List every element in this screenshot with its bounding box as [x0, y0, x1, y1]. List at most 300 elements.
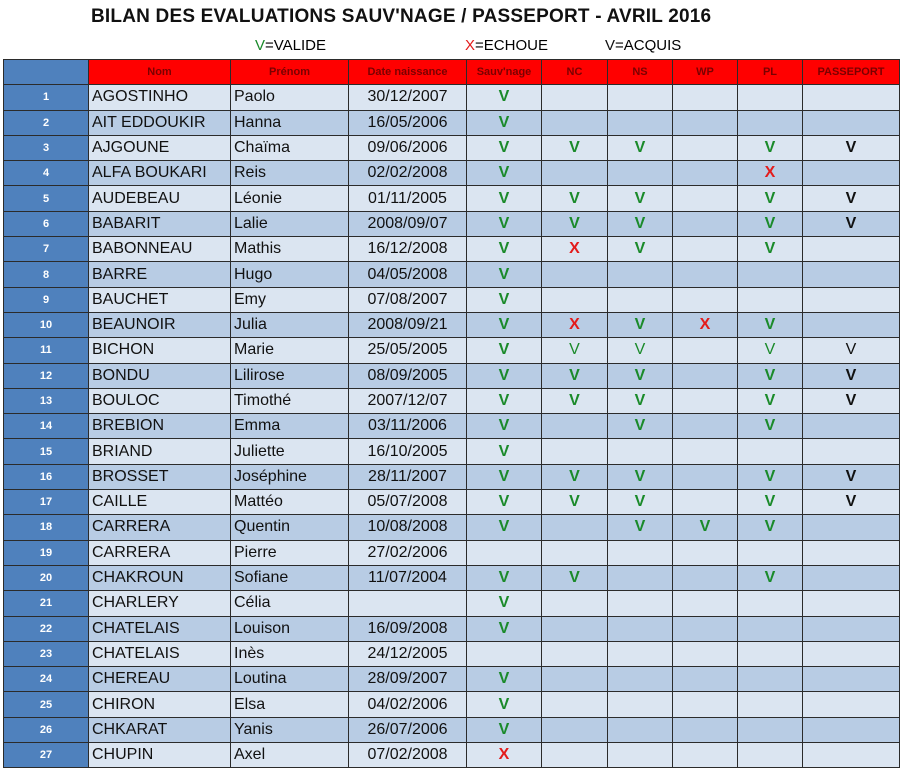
table-row: [4, 692, 900, 717]
cell-nom: AJGOUNE: [89, 135, 231, 160]
table-row: [4, 338, 900, 363]
cell-prenom: Inès: [231, 641, 349, 666]
cell-ns: [608, 591, 673, 616]
cell-date: 16/09/2008: [349, 616, 467, 641]
cell-ns: [608, 641, 673, 666]
cell-passeport: [803, 641, 900, 666]
cell-date: 01/11/2005: [349, 186, 467, 211]
row-index: 16: [4, 464, 89, 489]
cell-nc: [542, 743, 608, 768]
cell-nom: BAUCHET: [89, 287, 231, 312]
table-row: [4, 363, 900, 388]
row-index: 4: [4, 161, 89, 186]
cell-nc: X: [542, 312, 608, 337]
header-prenom: Prénom: [231, 60, 349, 85]
cell-sauvnage: [467, 641, 542, 666]
row-index: 17: [4, 490, 89, 515]
cell-date: 08/09/2005: [349, 363, 467, 388]
cell-pl: [738, 439, 803, 464]
cell-nc: V: [542, 565, 608, 590]
cell-wp: [673, 641, 738, 666]
cell-wp: [673, 161, 738, 186]
cell-passeport: [803, 743, 900, 768]
row-index: 27: [4, 743, 89, 768]
header-nc: NC: [542, 60, 608, 85]
cell-nc: V: [542, 363, 608, 388]
cell-nc: [542, 262, 608, 287]
cell-pl: V: [738, 186, 803, 211]
cell-wp: [673, 414, 738, 439]
cell-prenom: Paolo: [231, 85, 349, 110]
table-row: [4, 287, 900, 312]
cell-nc: [542, 161, 608, 186]
cell-pl: V: [738, 237, 803, 262]
cell-nc: [542, 439, 608, 464]
cell-wp: [673, 363, 738, 388]
cell-date: 24/12/2005: [349, 641, 467, 666]
cell-nc: [542, 85, 608, 110]
cell-prenom: Quentin: [231, 515, 349, 540]
cell-pl: V: [738, 414, 803, 439]
cell-sauvnage: V: [467, 692, 542, 717]
cell-ns: [608, 616, 673, 641]
cell-passeport: V: [803, 490, 900, 515]
table-row: [4, 591, 900, 616]
cell-passeport: V: [803, 388, 900, 413]
cell-sauvnage: V: [467, 515, 542, 540]
cell-date: 11/07/2004: [349, 565, 467, 590]
cell-ns: [608, 110, 673, 135]
cell-passeport: V: [803, 464, 900, 489]
cell-nc: [542, 515, 608, 540]
cell-wp: [673, 287, 738, 312]
cell-ns: [608, 161, 673, 186]
cell-date: 30/12/2007: [349, 85, 467, 110]
cell-prenom: Mattéo: [231, 490, 349, 515]
cell-passeport: [803, 591, 900, 616]
cell-pl: [738, 85, 803, 110]
cell-nom: BEAUNOIR: [89, 312, 231, 337]
table-body: [4, 85, 900, 768]
cell-sauvnage: V: [467, 591, 542, 616]
cell-pl: V: [738, 312, 803, 337]
row-index: 1: [4, 85, 89, 110]
cell-passeport: [803, 540, 900, 565]
cell-prenom: Sofiane: [231, 565, 349, 590]
cell-nom: CHATELAIS: [89, 616, 231, 641]
header-pl: PL: [738, 60, 803, 85]
cell-passeport: V: [803, 338, 900, 363]
cell-date: 2008/09/21: [349, 312, 467, 337]
cell-prenom: Pierre: [231, 540, 349, 565]
row-index: 24: [4, 667, 89, 692]
cell-ns: [608, 667, 673, 692]
cell-sauvnage: V: [467, 616, 542, 641]
cell-nom: CHKARAT: [89, 717, 231, 742]
cell-passeport: [803, 717, 900, 742]
cell-nc: V: [542, 135, 608, 160]
cell-sauvnage: V: [467, 490, 542, 515]
cell-sauvnage: V: [467, 161, 542, 186]
cell-ns: [608, 540, 673, 565]
cell-pl: [738, 287, 803, 312]
cell-passeport: V: [803, 363, 900, 388]
cell-sauvnage: V: [467, 237, 542, 262]
cell-nom: AIT EDDOUKIR: [89, 110, 231, 135]
cell-date: 04/02/2006: [349, 692, 467, 717]
cell-prenom: Léonie: [231, 186, 349, 211]
cell-pl: V: [738, 338, 803, 363]
cell-prenom: Célia: [231, 591, 349, 616]
header-row: [4, 60, 900, 85]
table-row: [4, 667, 900, 692]
cell-passeport: V: [803, 186, 900, 211]
cell-ns: V: [608, 490, 673, 515]
cell-nc: V: [542, 211, 608, 236]
cell-sauvnage: V: [467, 388, 542, 413]
cell-pl: [738, 667, 803, 692]
cell-date: 07/08/2007: [349, 287, 467, 312]
cell-nc: [542, 110, 608, 135]
legend-acquis: [605, 37, 681, 54]
evaluations-table: [3, 59, 900, 768]
legend-echoue: [465, 37, 548, 54]
cell-nc: [542, 717, 608, 742]
cell-date: 16/10/2005: [349, 439, 467, 464]
cell-sauvnage: [467, 540, 542, 565]
cell-passeport: [803, 565, 900, 590]
cell-pl: V: [738, 490, 803, 515]
cell-prenom: Emma: [231, 414, 349, 439]
cell-sauvnage: V: [467, 85, 542, 110]
cell-nom: CAILLE: [89, 490, 231, 515]
cell-nom: ALFA BOUKARI: [89, 161, 231, 186]
cell-prenom: Julia: [231, 312, 349, 337]
cell-wp: X: [673, 312, 738, 337]
cell-sauvnage: V: [467, 717, 542, 742]
cell-ns: V: [608, 237, 673, 262]
cell-sauvnage: V: [467, 186, 542, 211]
cell-pl: V: [738, 464, 803, 489]
cell-ns: V: [608, 338, 673, 363]
cell-nc: [542, 692, 608, 717]
table-row: [4, 515, 900, 540]
cell-ns: V: [608, 388, 673, 413]
cell-pl: V: [738, 515, 803, 540]
header-date: Date naissance: [349, 60, 467, 85]
cell-wp: [673, 135, 738, 160]
cell-wp: [673, 490, 738, 515]
table-row: [4, 743, 900, 768]
cell-ns: V: [608, 211, 673, 236]
row-index: 9: [4, 287, 89, 312]
cell-ns: [608, 85, 673, 110]
cell-date: 28/11/2007: [349, 464, 467, 489]
cell-sauvnage: V: [467, 439, 542, 464]
row-index: 12: [4, 363, 89, 388]
table-row: [4, 439, 900, 464]
cell-wp: [673, 262, 738, 287]
header-wp: WP: [673, 60, 738, 85]
cell-wp: [673, 743, 738, 768]
cell-prenom: Louison: [231, 616, 349, 641]
table-row: [4, 237, 900, 262]
cell-pl: [738, 616, 803, 641]
cell-prenom: Hanna: [231, 110, 349, 135]
cell-pl: [738, 110, 803, 135]
cell-nc: [542, 667, 608, 692]
table-row: [4, 161, 900, 186]
cell-prenom: Lilirose: [231, 363, 349, 388]
table-row: [4, 262, 900, 287]
cell-date: 05/07/2008: [349, 490, 467, 515]
cell-nc: V: [542, 186, 608, 211]
cell-nc: [542, 540, 608, 565]
cell-sauvnage: X: [467, 743, 542, 768]
cell-nom: BICHON: [89, 338, 231, 363]
cell-nom: BARRE: [89, 262, 231, 287]
cell-ns: [608, 439, 673, 464]
header-nom: Nom: [89, 60, 231, 85]
cell-nc: [542, 414, 608, 439]
legend-echoue-text: =ECHOUE: [475, 37, 548, 54]
cell-pl: [738, 743, 803, 768]
cell-nc: X: [542, 237, 608, 262]
table-row: [4, 717, 900, 742]
cell-ns: [608, 717, 673, 742]
cell-sauvnage: V: [467, 262, 542, 287]
row-index: 7: [4, 237, 89, 262]
cell-nc: V: [542, 388, 608, 413]
cell-wp: [673, 186, 738, 211]
cell-prenom: Yanis: [231, 717, 349, 742]
legend-acquis-mark: V: [605, 37, 616, 54]
legend-valide-mark: V: [255, 37, 266, 54]
table-row: [4, 565, 900, 590]
cell-ns: [608, 692, 673, 717]
cell-nom: BREBION: [89, 414, 231, 439]
row-index: 8: [4, 262, 89, 287]
cell-nom: AUDEBEAU: [89, 186, 231, 211]
cell-date: 10/08/2008: [349, 515, 467, 540]
cell-wp: [673, 110, 738, 135]
header-sauvnage: Sauv'nage: [467, 60, 542, 85]
cell-pl: [738, 591, 803, 616]
cell-date: 07/02/2008: [349, 743, 467, 768]
row-index: 2: [4, 110, 89, 135]
cell-sauvnage: V: [467, 667, 542, 692]
cell-date: 25/05/2005: [349, 338, 467, 363]
cell-sauvnage: V: [467, 110, 542, 135]
cell-pl: X: [738, 161, 803, 186]
cell-prenom: Mathis: [231, 237, 349, 262]
row-index: 15: [4, 439, 89, 464]
row-index: 5: [4, 186, 89, 211]
cell-prenom: Marie: [231, 338, 349, 363]
table-row: [4, 312, 900, 337]
cell-date: 27/02/2006: [349, 540, 467, 565]
cell-nom: BOULOC: [89, 388, 231, 413]
legend-valide: [255, 37, 326, 54]
cell-passeport: [803, 414, 900, 439]
cell-wp: V: [673, 515, 738, 540]
cell-date: 03/11/2006: [349, 414, 467, 439]
cell-wp: [673, 591, 738, 616]
cell-ns: [608, 262, 673, 287]
cell-prenom: Hugo: [231, 262, 349, 287]
row-index: 10: [4, 312, 89, 337]
cell-ns: V: [608, 135, 673, 160]
cell-ns: V: [608, 363, 673, 388]
header-passeport: PASSEPORT: [803, 60, 900, 85]
cell-nom: BROSSET: [89, 464, 231, 489]
cell-passeport: [803, 515, 900, 540]
cell-pl: V: [738, 565, 803, 590]
cell-wp: [673, 388, 738, 413]
legend-valide-text: =VALIDE: [265, 37, 327, 54]
cell-prenom: Axel: [231, 743, 349, 768]
cell-passeport: [803, 439, 900, 464]
cell-passeport: [803, 237, 900, 262]
cell-sauvnage: V: [467, 464, 542, 489]
spreadsheet: [3, 3, 899, 768]
row-index: 26: [4, 717, 89, 742]
cell-sauvnage: V: [467, 363, 542, 388]
cell-nc: [542, 641, 608, 666]
table-row: [4, 464, 900, 489]
cell-passeport: [803, 262, 900, 287]
cell-passeport: [803, 312, 900, 337]
row-index: 13: [4, 388, 89, 413]
cell-nc: [542, 287, 608, 312]
table-row: [4, 85, 900, 110]
cell-prenom: Timothé: [231, 388, 349, 413]
cell-prenom: Emy: [231, 287, 349, 312]
cell-prenom: Joséphine: [231, 464, 349, 489]
table-row: [4, 540, 900, 565]
cell-date: 26/07/2006: [349, 717, 467, 742]
cell-ns: V: [608, 312, 673, 337]
row-index: 3: [4, 135, 89, 160]
row-index: 21: [4, 591, 89, 616]
cell-nom: CHARLERY: [89, 591, 231, 616]
cell-pl: [738, 692, 803, 717]
cell-wp: [673, 439, 738, 464]
cell-passeport: V: [803, 211, 900, 236]
legend-echoue-mark: X: [465, 37, 476, 54]
cell-nom: CHIRON: [89, 692, 231, 717]
legend-row: [3, 34, 899, 59]
cell-pl: [738, 540, 803, 565]
cell-ns: V: [608, 186, 673, 211]
cell-passeport: [803, 85, 900, 110]
cell-sauvnage: V: [467, 211, 542, 236]
cell-date: 28/09/2007: [349, 667, 467, 692]
cell-ns: V: [608, 515, 673, 540]
cell-date: 02/02/2008: [349, 161, 467, 186]
page-title: BILAN DES EVALUATIONS SAUV'NAGE / PASSEPORT - AVRIL 2016: [91, 6, 712, 27]
cell-nom: BABONNEAU: [89, 237, 231, 262]
cell-sauvnage: V: [467, 287, 542, 312]
cell-date: 09/06/2006: [349, 135, 467, 160]
cell-nc: V: [542, 464, 608, 489]
cell-wp: [673, 616, 738, 641]
cell-nom: CARRERA: [89, 515, 231, 540]
cell-wp: [673, 717, 738, 742]
table-row: [4, 110, 900, 135]
cell-ns: [608, 743, 673, 768]
cell-nom: CHATELAIS: [89, 641, 231, 666]
cell-nc: V: [542, 338, 608, 363]
cell-nc: V: [542, 490, 608, 515]
table-row: [4, 414, 900, 439]
cell-prenom: Loutina: [231, 667, 349, 692]
cell-wp: [673, 211, 738, 236]
cell-nom: BABARIT: [89, 211, 231, 236]
cell-ns: V: [608, 414, 673, 439]
cell-wp: [673, 338, 738, 363]
row-index: 6: [4, 211, 89, 236]
cell-sauvnage: V: [467, 312, 542, 337]
cell-nom: CHAKROUN: [89, 565, 231, 590]
legend-acquis-text: =ACQUIS: [615, 37, 682, 54]
cell-date: 16/12/2008: [349, 237, 467, 262]
cell-pl: V: [738, 211, 803, 236]
cell-pl: V: [738, 388, 803, 413]
cell-prenom: Juliette: [231, 439, 349, 464]
cell-passeport: [803, 692, 900, 717]
cell-nom: BONDU: [89, 363, 231, 388]
cell-nc: [542, 616, 608, 641]
cell-pl: V: [738, 363, 803, 388]
row-index: 11: [4, 338, 89, 363]
cell-ns: [608, 287, 673, 312]
cell-prenom: Lalie: [231, 211, 349, 236]
table-row: [4, 211, 900, 236]
cell-sauvnage: V: [467, 565, 542, 590]
header-ns: NS: [608, 60, 673, 85]
cell-passeport: [803, 287, 900, 312]
cell-wp: [673, 692, 738, 717]
cell-nom: CARRERA: [89, 540, 231, 565]
cell-passeport: [803, 616, 900, 641]
cell-nom: CHEREAU: [89, 667, 231, 692]
cell-nom: CHUPIN: [89, 743, 231, 768]
row-index: 14: [4, 414, 89, 439]
table-row: [4, 616, 900, 641]
table-row: [4, 641, 900, 666]
row-index: 19: [4, 540, 89, 565]
cell-passeport: V: [803, 135, 900, 160]
cell-date: 16/05/2006: [349, 110, 467, 135]
row-index: 18: [4, 515, 89, 540]
table-row: [4, 135, 900, 160]
cell-wp: [673, 464, 738, 489]
cell-passeport: [803, 161, 900, 186]
cell-wp: [673, 85, 738, 110]
cell-date: 04/05/2008: [349, 262, 467, 287]
cell-ns: V: [608, 464, 673, 489]
cell-wp: [673, 237, 738, 262]
cell-sauvnage: V: [467, 135, 542, 160]
cell-wp: [673, 540, 738, 565]
cell-prenom: Elsa: [231, 692, 349, 717]
cell-passeport: [803, 667, 900, 692]
cell-nom: AGOSTINHO: [89, 85, 231, 110]
cell-pl: [738, 717, 803, 742]
cell-prenom: Reis: [231, 161, 349, 186]
table-row: [4, 186, 900, 211]
